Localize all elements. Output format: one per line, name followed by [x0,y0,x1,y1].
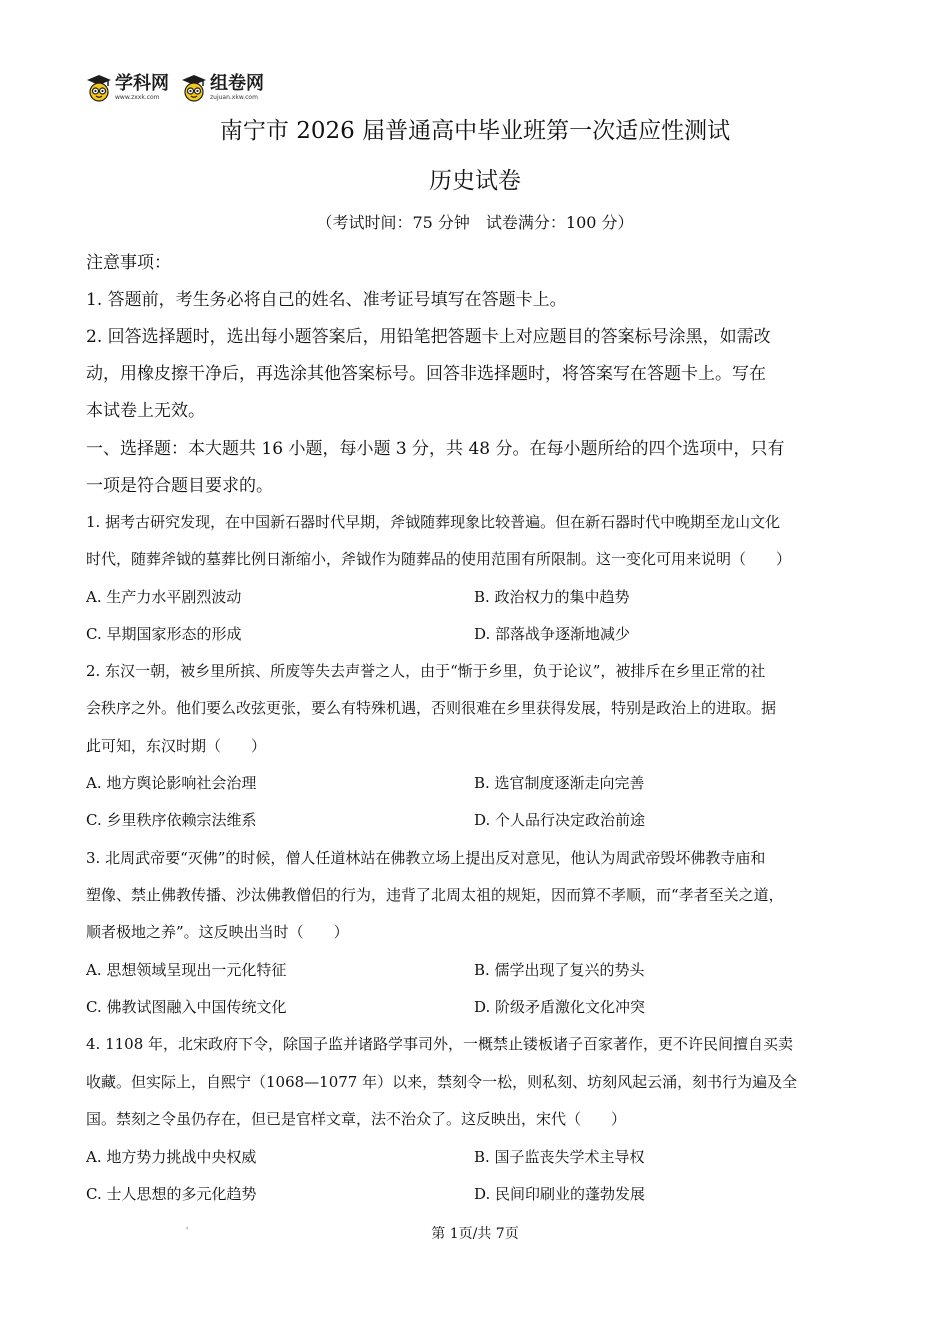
section-heading: 一项是符合题目要求的。 [86,476,273,496]
section-heading: 一、选择题：本大题共 16 小题，每小题 3 分，共 48 分。在每小题所给的四个选项中，只有 [86,439,785,459]
question-4-text: 收藏。但实际上，自熙宁（1068—1077 年）以来，禁刻令一松，则私刻、坊刻风起云涌，刻书行为遍及全 [86,1073,798,1091]
question-3-option-c: C. 佛教试图融入中国传统文化 [86,998,287,1016]
question-4-option-d: D. 民间印刷业的蓬勃发展 [474,1185,646,1203]
logo-url: zujuan.xkw.com [210,94,258,101]
question-4-option-b: B. 国子监丧失学术主导权 [474,1148,645,1166]
stray-mark: ' [186,1226,189,1235]
question-4-option-a: A. 地方势力挑战中央权威 [86,1148,257,1166]
note-line: 本试卷上无效。 [86,401,205,421]
notes-heading: 注意事项： [86,253,171,273]
question-3-text: 3. 北周武帝要“灭佛”的时候，僧人任道林站在佛教立场上提出反对意见，他认为周武帝毁坏佛教寺庙和 [86,849,766,867]
question-4-option-c: C. 士人思想的多元化趋势 [86,1185,257,1203]
question-1-option-c: C. 早期国家形态的形成 [86,625,242,643]
question-1-text: 时代，随葬斧钺的墓葬比例日渐缩小，斧钺作为随葬品的使用范围有所限制。这一变化可用来说明（ ） [86,550,792,568]
question-1-option-a: A. 生产力水平剧烈波动 [86,588,242,606]
question-3-option-a: A. 思想领域呈现出一元化特征 [86,961,287,979]
exam-title: 南宁市 2026 届普通高中毕业班第一次适应性测试 [219,118,731,144]
student-mascot-icon [86,74,112,102]
question-2-option-b: B. 选官制度逐渐走向完善 [474,774,645,792]
student-mascot-icon [181,74,207,102]
note-line: 动，用橡皮擦干净后，再选涂其他答案标号。回答非选择题时，将答案写在答题卡上。写在 [86,364,766,384]
note-line: 2. 回答选择题时，选出每小题答案后，用铅笔把答题卡上对应题目的答案标号涂黑，如需改 [86,327,771,347]
question-3-text: 顺者极地之养”。这反映出当时（ ） [86,923,349,941]
zujuan-logo [181,74,264,102]
question-4-text: 国。禁刻之令虽仍存在，但已是官样文章，法不治众了。这反映出，宋代（ ） [86,1110,627,1128]
logo-name: 组卷网 [210,73,264,94]
logo-name: 学科网 [115,73,169,94]
exam-time-and-score: （考试时间：75 分钟 试卷满分：100 分） [316,213,634,232]
question-2-option-c: C. 乡里秩序依赖宗法维系 [86,811,257,829]
question-1-option-b: B. 政治权力的集中趋势 [474,588,630,606]
zxxk-logo [86,74,169,102]
question-3-option-b: B. 儒学出现了复兴的势头 [474,961,645,979]
question-3-text: 塑像、禁止佛教传播、沙汰佛教僧侣的行为，违背了北周太祖的规矩，因而算不孝顺，而“孝者至关之道， [86,886,784,904]
question-1-option-d: D. 部落战争逐渐地减少 [474,625,631,643]
page-number: 第 1页/共 7页 [431,1226,519,1242]
question-2-text: 2. 东汉一朝，被乡里所摈、所废等失去声誉之人，由于“惭于乡里，负于论议”，被排斥在乡里正常的社 [86,662,766,680]
question-2-text: 会秩序之外。他们要么改弦更张，要么有特殊机遇，否则很难在乡里获得发展，特别是政治上的进取。据 [86,699,777,717]
exam-subtitle: 历史试卷 [429,168,521,194]
question-4-text: 4. 1108 年，北宋政府下令，除国子监并诸路学事司外，一概禁止镂板诸子百家著作，更不许民间擅自买卖 [86,1035,794,1053]
question-3-option-d: D. 阶级矛盾激化文化冲突 [474,998,646,1016]
logo-url: www.zxxk.com [115,94,160,101]
header-logos [86,72,264,104]
question-1-text: 1. 据考古研究发现，在中国新石器时代早期，斧钺随葬现象比较普遍。但在新石器时代中晚期至龙山文化 [86,513,781,531]
question-2-option-d: D. 个人品行决定政治前途 [474,811,646,829]
note-line: 1. 答题前，考生务必将自己的姓名、准考证号填写在答题卡上。 [86,290,567,310]
question-2-text: 此可知，东汉时期（ ） [86,737,267,755]
question-2-option-a: A. 地方舆论影响社会治理 [86,774,257,792]
